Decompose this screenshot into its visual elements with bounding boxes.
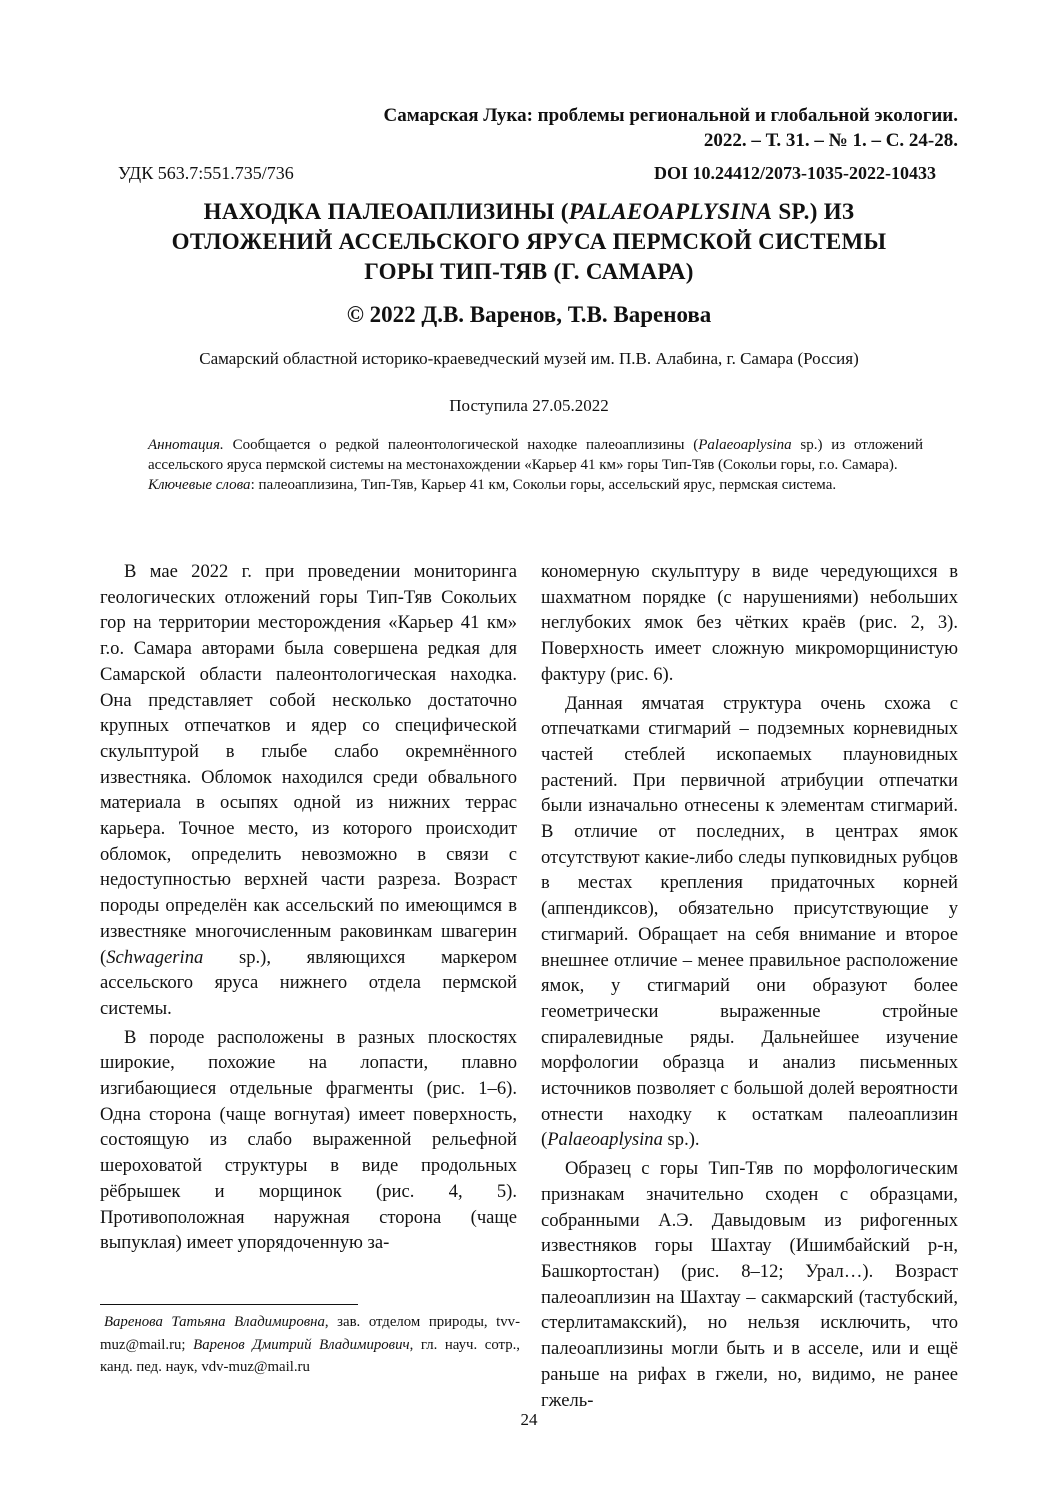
keywords-label: Ключевые слова — [148, 477, 251, 493]
affiliation: Самарский областной историко-краеведческий музей им. П.В. Алабина, г. Самара (Россия) — [199, 349, 859, 368]
title-line-3: ГОРЫ ТИП-ТЯВ (Г. САМАРА) — [364, 259, 694, 284]
body-text: Данная ямчатая структура очень схожа с отпечатками стигмарий – подземных корневидных частей стеблей ископаемых плауновидных растений. При первичной атрибуции отпечатки были изначально отнесены к элементам стигмарий. В отличие от последних, в центрах ямок отсутствуют какие-либо следы пупковидных рубцов в местах крепления придаточных корней (аппендиксов), обязательно присутствующие у стигмарий. Обращает на себя внимание и второе внешнее отличие – менее правильное расположение ямок, у стигмарий они образуют более геометрически выраженные стройные спиралевидные ряды. Дальнейшее изучение морфологии образца и анализ письменных источников позволяет с большой долей вероятности отнести находку к остаткам палеоаплизин ( — [541, 692, 958, 1151]
footnote-author: Варенова Татьяна Владимировна — [104, 1314, 325, 1330]
body-paragraph: кономерную скульптуру в виде чередующихся в шахматном порядке (с нарушениями) небольших неглубоких ямок без чётких краёв (рис. 2, 3). Поверхность имеет сложную микроморщинистую фактуру (рис. 6). — [541, 561, 958, 685]
abstract — [148, 435, 923, 495]
journal-title: Самарская Лука: проблемы региональной и глобальной экологии. — [383, 105, 958, 126]
page-number: 24 — [520, 1410, 538, 1429]
footnote-details: , гл. науч. сотр., канд. пед. наук, vdv-muz@mail.ru — [100, 1336, 520, 1375]
title-text: SP.) ИЗ — [772, 199, 855, 224]
title-text: НАХОДКА ПАЛЕОАПЛИЗИНЫ ( — [203, 199, 569, 224]
body-paragraph — [541, 691, 958, 1154]
left-column — [100, 559, 517, 1259]
title-line-1 — [100, 197, 958, 227]
body-text: sp.). — [662, 1129, 700, 1151]
footnote-text — [100, 1311, 520, 1379]
body-taxon: Schwagerina — [106, 946, 204, 968]
body-paragraph — [100, 559, 517, 1022]
doi: DOI 10.24412/2073-1035-2022-10433 — [654, 163, 936, 183]
body-text: sp.), являющихся маркером ассельского яруса нижнего отдела пермской системы. — [100, 946, 517, 1019]
article-title — [100, 197, 958, 287]
udk-code: УДК 563.7:551.735/736 — [118, 163, 294, 183]
body-text: В мае 2022 г. при проведении мониторинга геологических отложений горы Тип-Тяв Сокольих гор на территории месторождения «Карьер 41 км» г.о. Самара авторами была совершена редкая для Самарской области палеонтологическая находка. Она представляет собой несколько достаточно крупных отпечатков и ядер со специфической скульптурой в глыбе слабо окремнённого известняка. Обломок находился среди обвального материала в осыпях одной из нижних террас карьера. Точное место, из которого происходит обломок, определить невозможно в связи с недоступностью верхней части разреза. Возраст породы определён как ассельский по имеющимся в известняке многочисленным раковинкам швагерин ( — [100, 561, 517, 968]
keywords-paragraph — [148, 475, 923, 495]
title-line-2: ОТЛОЖЕНИЙ АССЕЛЬСКОГО ЯРУСА ПЕРМСКОЙ СИСТЕМЫ — [171, 229, 887, 254]
abstract-text: sp.) из отложений ассельского яруса пермской системы на местонахождении «Карьер 41 км» горы Тип-Тяв (Сокольи горы, г.о. Самара). — [148, 437, 923, 473]
journal-header — [198, 103, 958, 153]
journal-issue: 2022. – Т. 31. – № 1. – С. 24-28. — [703, 130, 958, 151]
abstract-paragraph — [148, 435, 923, 475]
title-taxon: PALAEOAPLYSINA — [568, 199, 773, 224]
footnote-divider — [100, 1304, 358, 1305]
keywords-text: : палеоаплизина, Тип-Тяв, Карьер 41 км, Сокольи горы, ассельский ярус, пермская система. — [250, 477, 837, 493]
footnote — [100, 1311, 520, 1379]
abstract-label: Аннотация. — [148, 437, 224, 453]
authors: © 2022 Д.В. Варенов, Т.В. Варенова — [346, 302, 712, 327]
footnote-details: , зав. отделом природы, tvv-muz@mail.ru; — [100, 1314, 520, 1353]
right-column — [541, 559, 958, 1416]
received-date: Поступила 27.05.2022 — [449, 396, 609, 415]
abstract-text: Сообщается о редкой палеонтологической находке палеоаплизины ( — [223, 437, 699, 453]
body-taxon: Palaeoaplysina — [547, 1129, 663, 1151]
footnote-author: Варенов Дмитрий Владимирович — [193, 1336, 410, 1353]
abstract-taxon: Palaeoaplysina — [698, 437, 792, 453]
body-paragraph: Образец с горы Тип-Тяв по морфологическим признакам значительно сходен с образцами, собранными А.Э. Давыдовым из рифогенных известняков горы Шахтау (Ишимбайский р-н, Башкортостан) (рис. 8–12; Урал…). Возраст палеоаплизин на Шахтау – сакмарский (тастубский, стерлитамакский), но нельзя исключить, что палеоаплизины могли быть и в асселе, или и ещё раньше на рифах в гжели, но, видимо, не ранее гжель- — [541, 1158, 958, 1411]
body-paragraph: В породе расположены в разных плоскостях широкие, похожие на лопасти, плавно изгибающиеся отдельные фрагменты (рис. 1–6). Одна сторона (чаще вогнутая) имеет поверхность, состоящую из слабо выраженной рельефной шероховатой структуры в виде продольных рёбрышек и морщинок (рис. 4, 5). Противоположная наружная сторона (чаще выпуклая) имеет упорядоченную за- — [100, 1026, 517, 1254]
